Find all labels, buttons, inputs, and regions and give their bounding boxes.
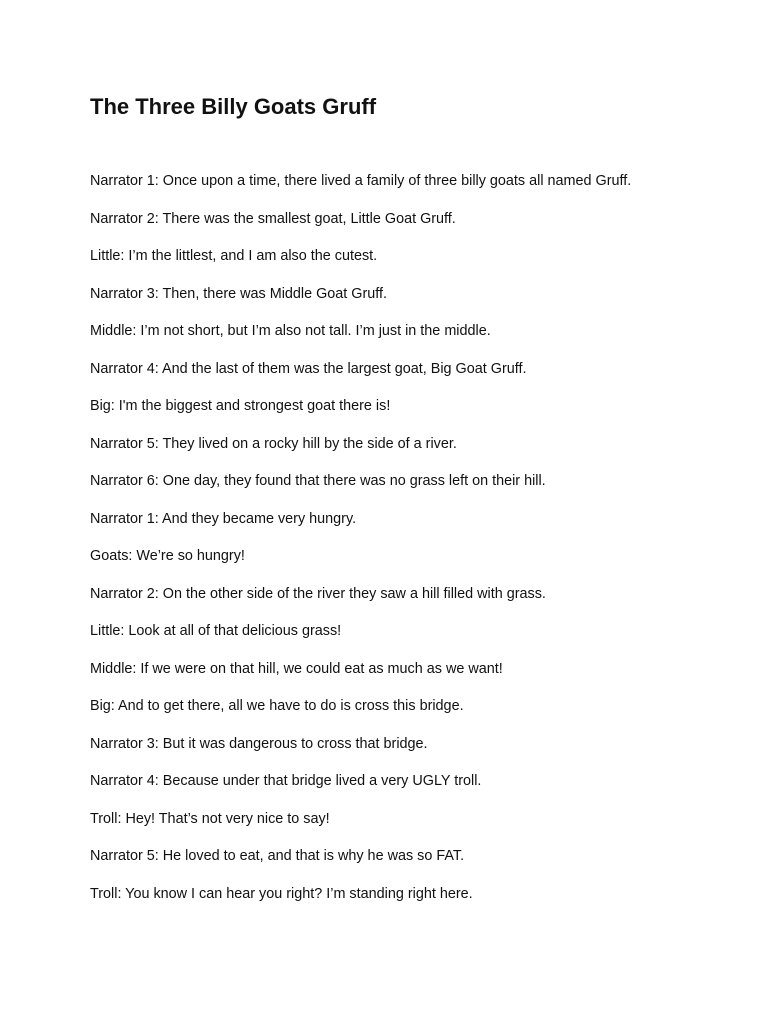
script-line: Big: I'm the biggest and strongest goat there is! [90,398,391,414]
script-line: Narrator 5: They lived on a rocky hill by the side of a river. [90,435,457,452]
script-line: Narrator 5: He loved to eat, and that is why he was so FAT. [90,848,465,864]
script-line: Goats: We’re so hungry! [90,548,245,564]
script-line: Narrator 1: Once upon a time, there lived a family of three billy goats all named Gruff. [90,173,632,189]
script-line: Narrator 3: Then, there was Middle Goat Gruff. [90,285,388,302]
script-line: Narrator 1: And they became very hungry. [90,510,357,527]
document-title: The Three Billy Goats Gruff [90,94,377,119]
script-line: Narrator 4: And the last of them was the largest goat, Big Goat Gruff. [90,360,527,377]
script-line: Narrator 2: There was the smallest goat, Little Goat Gruff. [90,210,456,227]
script-line: Narrator 2: On the other side of the river they saw a hill filled with grass. [90,585,546,602]
script-line: Little: I’m the littlest, and I am also the cutest. [90,248,378,264]
script-line: Troll: Hey! That’s not very nice to say! [90,810,330,827]
script-line: Narrator 4: Because under that bridge lived a very UGLY troll. [90,773,482,789]
script-line: Narrator 6: One day, they found that there was no grass left on their hill. [90,473,546,489]
script-line: Troll: You know I can hear you right? I’m standing right here. [90,885,473,902]
script-line: Little: Look at all of that delicious grass! [90,623,342,639]
script-line: Big: And to get there, all we have to do is cross this bridge. [90,698,464,714]
script-lines [90,170,730,920]
script-line: Narrator 3: But it was dangerous to cross that bridge. [90,735,428,752]
script-line: Middle: If we were on that hill, we could eat as much as we want! [90,660,503,677]
script-line: Middle: I’m not short, but I’m also not tall. I’m just in the middle. [90,323,491,339]
